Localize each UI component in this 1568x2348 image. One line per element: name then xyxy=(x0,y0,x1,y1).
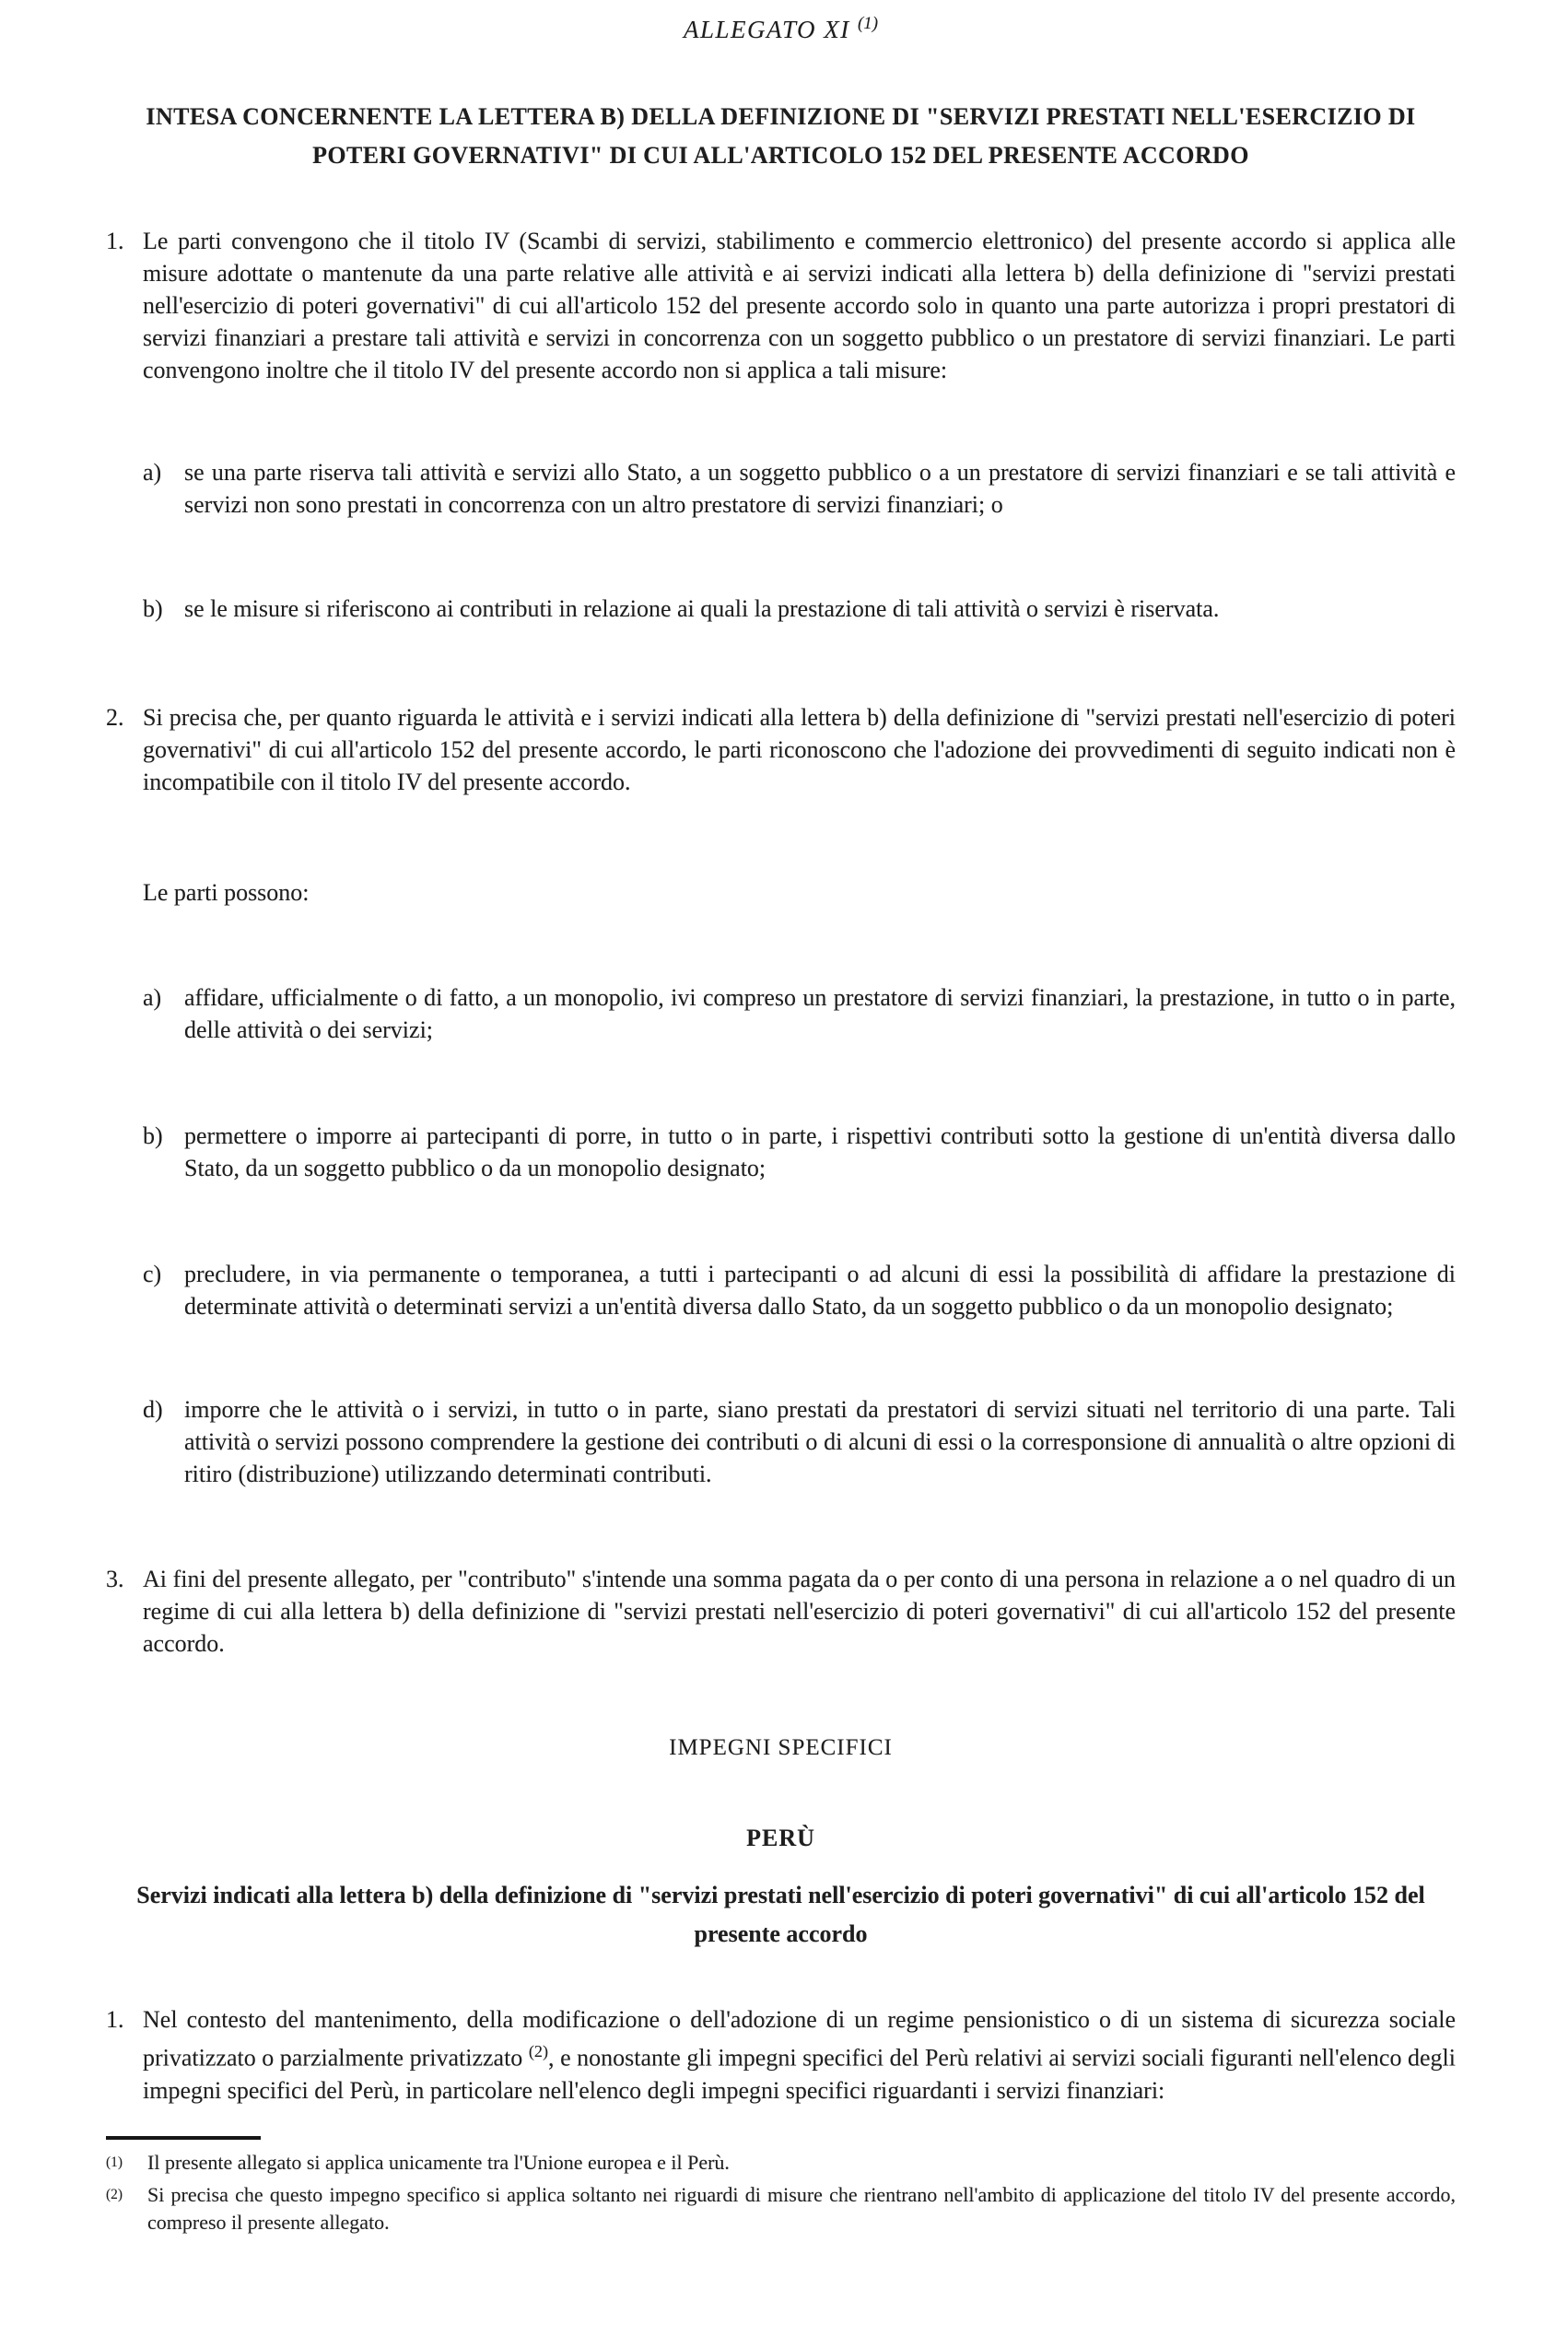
list-item-1b-text: se le misure si riferiscono ai contributi in relazione ai quali la prestazione di tali attività o servizi è riservata. xyxy=(184,595,1220,622)
list-item-2b-marker: b) xyxy=(143,1122,163,1149)
annex-footnote-ref: (1) xyxy=(858,14,879,33)
list-item-1a-marker: a) xyxy=(143,459,162,486)
commitment-text-after-ref: , e nonostante gli impegni specifici del Perù relativi ai servizi sociali figuranti nell'elenco degli impegni specifici del Perù, in particolare nell'elenco degli impegni specifici riguardanti i servizi finanziari: xyxy=(143,2044,1456,2104)
list-item-2a xyxy=(143,981,1456,1046)
footnote-2 xyxy=(106,2181,1456,2236)
list-item-2d xyxy=(143,1393,1456,1490)
annex-title xyxy=(106,7,1456,46)
commitment-text-before-ref: Nel contesto del mantenimento, della modificazione o dell'adozione di un regime pensionistico o di un sistema di sicurezza sociale privatizzato o parzialmente privatizzato xyxy=(143,2006,1456,2072)
paragraph-2-number: 2. xyxy=(106,704,124,731)
footnote-2-ref-mark: (2) xyxy=(106,2186,123,2202)
paragraph-1 xyxy=(106,225,1456,386)
paragraph-1-number: 1. xyxy=(106,228,124,254)
list-item-2a-text: affidare, ufficialmente o di fatto, a un monopolio, ivi compreso un prestatore di servizi finanziari, la prestazione, in tutto o in parte, delle attività o dei servizi; xyxy=(184,984,1456,1043)
list-item-2c-text: precludere, in via permanente o temporanea, a tutti i partecipanti o ad alcuni di essi la possibilità di affidare la prestazione di determinate attività o determinati servizi a un'entità diversa dallo Stato, da un soggetto pubblico o da un monopolio designato; xyxy=(184,1261,1456,1320)
list-item-2d-marker: d) xyxy=(143,1396,163,1423)
paragraph-2-text: Si precisa che, per quanto riguarda le attività e i servizi indicati alla lettera b) della definizione di "servizi prestati nell'esercizio di poteri governativi" di cui all'articolo 152 del presente accordo, le parti riconoscono che l'adozione dei provvedimenti di seguito indicati non è incompatibile con il titolo IV del presente accordo. xyxy=(143,704,1456,795)
paragraph-2-intro: Le parti possono: xyxy=(143,879,310,906)
list-item-2d-text: imporre che le attività o i servizi, in tutto o in parte, siano prestati da prestatori di servizi situati nel territorio di una parte. Tali attività o servizi possono comprendere la gestione dei contributi o di alcuni di essi o la corresponsione di annualità o altre opzioni di ritiro (distribuzione) utilizzando determinati contributi. xyxy=(184,1396,1456,1487)
list-item-1a-text: se una parte riserva tali attività e servizi allo Stato, a un soggetto pubblico o a un prestatore di servizi finanziari e se tali attività e servizi non sono prestati in concorrenza con un altro prestatore di servizi finanziari; o xyxy=(184,459,1456,518)
paragraph-3-number: 3. xyxy=(106,1566,124,1592)
commitment-paragraph-1-number: 1. xyxy=(106,2006,124,2033)
footnotes xyxy=(106,2149,1456,2236)
list-item-2b xyxy=(143,1120,1456,1184)
paragraph-3-text: Ai fini del presente allegato, per "contributo" s'intende una somma pagata da o per conto di una persona in relazione a o nel quadro di un regime di cui alla lettera b) della definizione di "servizi prestati nell'esercizio di poteri governativi" di cui all'articolo 152 del presente accordo. xyxy=(143,1566,1456,1657)
footnote-1 xyxy=(106,2149,1456,2181)
paragraph-1-text: Le parti convengono che il titolo IV (Scambi di servizi, stabilimento e commercio elettronico) del presente accordo si applica alle misure adottate o mantenute da una parte relative alle attività e ai servizi indicati alla lettera b) della definizione di "servizi prestati nell'esercizio di poteri governativi" di cui all'articolo 152 del presente accordo solo in quanto una parte autorizza i propri prestatori di servizi finanziari a prestare tali attività e servizi in concorrenza con un soggetto pubblico o un prestatore di servizi finanziari. Le parti convengono inoltre che il titolo IV del presente accordo non si applica a tali misure: xyxy=(143,228,1456,383)
footnote-separator xyxy=(106,2136,261,2140)
footnote-1-text: Il presente allegato si applica unicamente tra l'Unione europea e il Perù. xyxy=(147,2150,730,2174)
footnote-ref-2-inline: (2) xyxy=(528,2042,549,2060)
footnote-1-ref xyxy=(106,2149,147,2181)
paragraph-3 xyxy=(106,1563,1456,1660)
list-item-2c-marker: c) xyxy=(143,1261,162,1287)
annex-title-text: ALLEGATO XI xyxy=(683,16,850,43)
list-item-2a-marker: a) xyxy=(143,984,162,1011)
list-item-1b xyxy=(143,593,1456,625)
footnote-2-ref xyxy=(106,2181,147,2236)
paragraph-2 xyxy=(106,701,1456,798)
list-item-1b-marker: b) xyxy=(143,595,163,622)
footnote-1-ref-mark: (1) xyxy=(106,2154,123,2170)
list-item-1a xyxy=(143,456,1456,521)
commitment-paragraph-1-text xyxy=(143,2003,1456,2107)
commitment-paragraph-1 xyxy=(106,2003,1456,2107)
list-item-2c xyxy=(143,1258,1456,1322)
impegni-specifici-heading: IMPEGNI SPECIFICI xyxy=(669,1735,893,1760)
country-heading: PERÙ xyxy=(746,1825,815,1851)
main-heading: INTESA CONCERNENTE LA LETTERA B) DELLA DEFINIZIONE DI "SERVIZI PRESTATI NELL'ESERCIZIO DI POTERI GOVERNATIVI" DI CUI ALL'ARTICOLO 152 DEL PRESENTE ACCORDO xyxy=(146,103,1416,169)
list-item-2b-text: permettere o imporre ai partecipanti di porre, in tutto o in parte, i rispettivi contributi sotto la gestione di un'entità diversa dallo Stato, da un soggetto pubblico o da un monopolio designato; xyxy=(184,1122,1456,1181)
footnote-2-text: Si precisa che questo impegno specifico si applica soltanto nei riguardi di misure che rientrano nell'ambito di applicazione del titolo IV del presente accordo, compreso il presente allegato. xyxy=(147,2182,1456,2234)
services-subheading: Servizi indicati alla lettera b) della definizione di "servizi prestati nell'esercizio di poteri governativi" di cui all'articolo 152 del presente accordo xyxy=(136,1882,1425,1947)
